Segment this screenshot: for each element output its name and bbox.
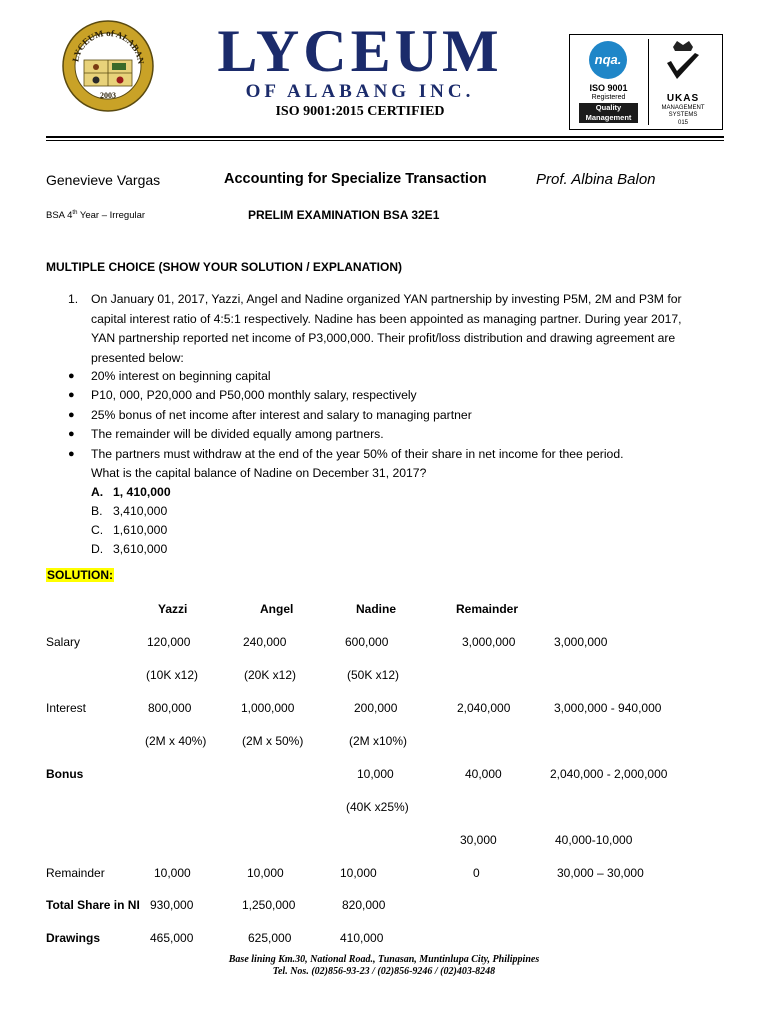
interest-note-angel: (2M x 50%) — [242, 734, 304, 748]
salary-yazzi: 120,000 — [147, 635, 191, 649]
header-divider — [46, 136, 724, 138]
student-name: Genevieve Vargas — [46, 172, 161, 188]
interest-remainder: 2,040,000 — [457, 701, 511, 715]
bullet-item: 25% bonus of net income after interest and salary to managing partner — [91, 408, 472, 422]
col-header-nadine: Nadine — [356, 602, 397, 616]
section-title: MULTIPLE CHOICE (SHOW YOUR SOLUTION / EXPLANATION) — [46, 260, 402, 274]
interest-angel: 1,000,000 — [241, 701, 295, 715]
exam-title: PRELIM EXAMINATION BSA 32E1 — [248, 208, 440, 222]
bullet-icon: ● — [68, 389, 75, 401]
option-d-value: 3,610,000 — [113, 542, 168, 556]
drawings-angel: 625,000 — [248, 931, 292, 945]
footer-telephone: Tel. Nos. (02)856-93-23 / (02)856-9246 / (02)403-8248 — [272, 966, 496, 977]
school-seal-logo — [62, 20, 154, 112]
interest-yazzi: 800,000 — [148, 701, 192, 715]
bullet-item: P10, 000, P20,000 and P50,000 monthly salary, respectively — [91, 388, 417, 402]
total-yazzi: 930,000 — [150, 898, 194, 912]
bonus-after-calc: 40,000-10,000 — [555, 833, 633, 847]
bonus-remainder: 40,000 — [465, 767, 502, 781]
bonus-after-remainder: 30,000 — [460, 833, 497, 847]
bullet-icon: ● — [68, 448, 75, 460]
option-c-letter: C. — [91, 523, 104, 537]
remainder-yazzi: 10,000 — [154, 866, 191, 880]
option-a-letter: A. — [91, 485, 104, 499]
professor-name: Prof. Albina Balon — [536, 171, 656, 188]
salary-note-angel: (20K x12) — [244, 668, 297, 682]
remainder-nadine: 10,000 — [340, 866, 377, 880]
footer-address: Base lining Km.30, National Road., Tunasan, Muntinlupa City, Philippines — [228, 954, 540, 965]
row-label-salary: Salary — [46, 635, 81, 649]
total-angel: 1,250,000 — [242, 898, 296, 912]
row-label-remainder: Remainder — [46, 866, 105, 880]
interest-note-nadine: (2M x10%) — [349, 734, 408, 748]
col-header-remainder: Remainder — [456, 602, 519, 616]
nqa-iso-label: ISO 9001 — [589, 83, 628, 93]
nqa-logo: nqa. — [589, 41, 627, 79]
nqa-badge — [575, 39, 642, 125]
salary-note-yazzi: (10K x12) — [146, 668, 199, 682]
ukas-sublabel: MANAGEMENT SYSTEMS — [661, 105, 705, 118]
brand-subtitle: OF ALABANG INC. — [245, 81, 475, 102]
col-header-angel: Angel — [260, 602, 294, 616]
salary-remainder: 3,000,000 — [462, 635, 516, 649]
salary-note-nadine: (50K x12) — [347, 668, 400, 682]
interest-note-yazzi: (2M x 40%) — [145, 734, 207, 748]
seal-ring-text: LYCEUM of ALABAN — [70, 27, 147, 65]
solution-label: SOLUTION: — [47, 568, 113, 582]
course-title: Accounting for Specialize Transaction — [224, 171, 487, 187]
bonus-note-nadine: (40K x25%) — [346, 800, 409, 814]
bullet-item: The remainder will be divided equally among partners. — [91, 427, 384, 441]
question-prompt: What is the capital balance of Nadine on December 31, 2017? — [91, 466, 427, 480]
bonus-calc: 2,040,000 - 2,000,000 — [550, 767, 668, 781]
option-d-letter: D. — [91, 542, 104, 556]
remainder-remainder: 0 — [473, 866, 480, 880]
row-label-bonus: Bonus — [46, 767, 84, 781]
question-text: On January 01, 2017, Yazzi, Angel and Nadine organized YAN partnership by investing P5M, 2M and P3M for capital interest ratio of 4:5:1 respectively. Nadine has been appointed as managing partner. During year 2017, YAN partnership reported net income of P3,000,000. Their profit/loss distribution and drawing agreement are presented below: — [91, 292, 682, 365]
question-number: 1. — [68, 292, 79, 306]
seal-year: 2003 — [100, 91, 116, 100]
nqa-registered-label: Registered — [591, 94, 626, 101]
row-label-interest: Interest — [46, 701, 87, 715]
interest-calc: 3,000,000 - 940,000 — [554, 701, 662, 715]
quality-management-label: Quality Management — [579, 103, 638, 123]
certification-badges — [569, 34, 723, 130]
bullet-item: The partners must withdraw at the end of the year 50% of their share in net income for thee period. — [91, 447, 624, 461]
option-b-value: 3,410,000 — [113, 504, 168, 518]
ukas-badge — [648, 39, 717, 125]
remainder-angel: 10,000 — [247, 866, 284, 880]
total-nadine: 820,000 — [342, 898, 386, 912]
ukas-number: 015 — [677, 120, 688, 126]
drawings-yazzi: 465,000 — [150, 931, 194, 945]
option-b-letter: B. — [91, 504, 103, 518]
crown-check-icon — [649, 39, 717, 93]
bonus-nadine: 10,000 — [357, 767, 394, 781]
year-level: BSA 4th Year – Irregular — [46, 210, 146, 222]
interest-nadine: 200,000 — [354, 701, 398, 715]
iso-certification: ISO 9001:2015 CERTIFIED — [275, 104, 445, 119]
remainder-calc: 30,000 – 30,000 — [557, 866, 644, 880]
bullet-icon: ● — [68, 428, 75, 440]
row-label-drawings: Drawings — [46, 931, 101, 945]
brand-block — [190, 18, 530, 121]
bullet-icon: ● — [68, 409, 75, 421]
col-header-yazzi: Yazzi — [158, 602, 188, 616]
row-label-total: Total Share in NI — [46, 898, 140, 912]
drawings-nadine: 410,000 — [340, 931, 384, 945]
salary-nadine: 600,000 — [345, 635, 389, 649]
salary-angel: 240,000 — [243, 635, 287, 649]
option-a-value: 1, 410,000 — [113, 485, 171, 499]
bullet-icon: ● — [68, 370, 75, 382]
brand-title: LYCEUM — [217, 18, 503, 84]
bullet-item: 20% interest on beginning capital — [91, 369, 271, 383]
ukas-label: UKAS — [666, 93, 700, 104]
header-divider-thin — [46, 140, 724, 141]
option-c-value: 1,610,000 — [113, 523, 168, 537]
salary-calc: 3,000,000 — [554, 635, 608, 649]
